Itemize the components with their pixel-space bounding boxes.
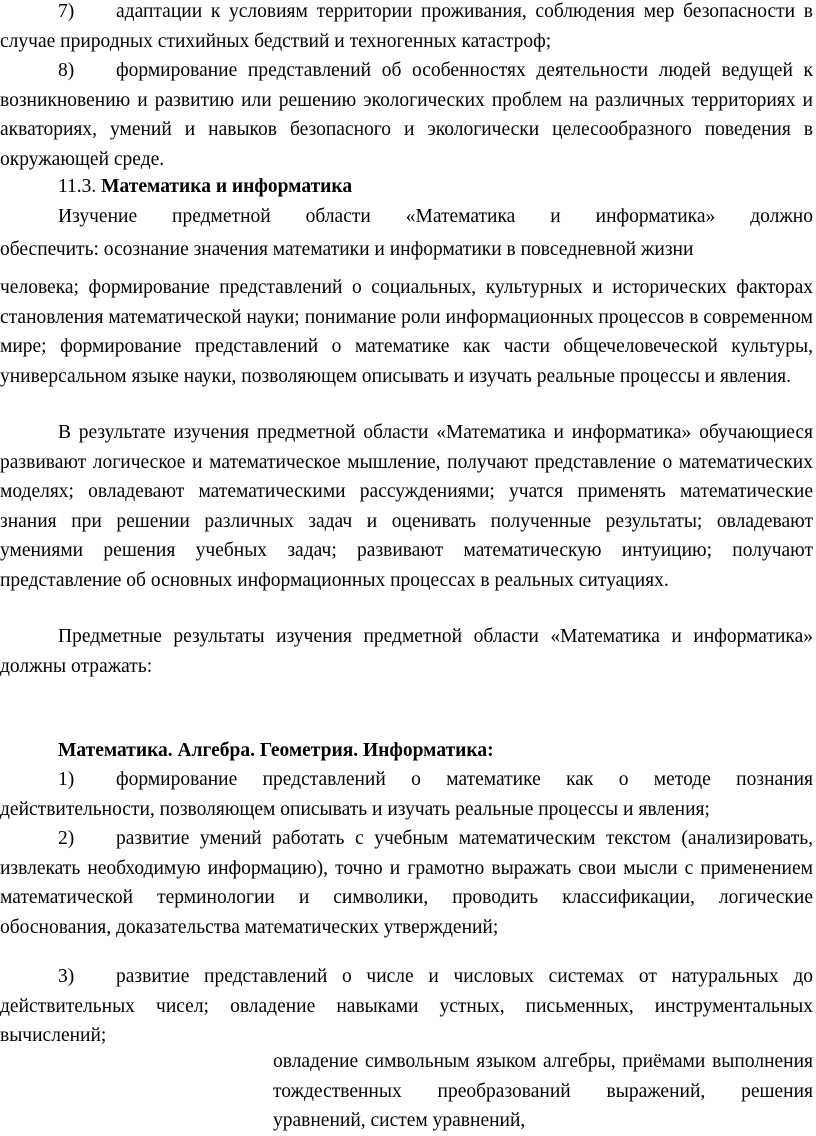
list-item-number: 1)	[58, 769, 75, 790]
continuation-block: овладение символьным языком алгебры, приёмами выполнения тождественных преобразований выражений, решения уравнений, систем уравнений,	[273, 1051, 813, 1131]
paragraph-intro-line1: Изучение предметной области «Математика и информатика» должно	[58, 206, 813, 227]
list-item-text: формирование представлений о математике как о методе познания действительности, позволяющем описывать и изучать реальные процессы и явления;	[0, 769, 813, 820]
list-item-number: 3)	[58, 966, 75, 987]
list-item-text: развитие представлений о числе и числовых системах от натуральных до действительных чисел; овладение навыками устных, письменных, инструментальных вычислений;	[0, 966, 813, 1046]
section-title: Математика и информатика	[101, 176, 353, 197]
section-heading	[0, 172, 813, 202]
list-item-3	[0, 962, 813, 1051]
list-item-number: 7)	[58, 1, 75, 22]
list-item-1	[0, 765, 813, 824]
paragraph-results: В результате изучения предметной области «Математика и информатика» обучающиеся развивают логическое и математическое мышление, получают представление о математических моделях; овладевают математическими рассуждениями; учатся применять математические знания при решении различных задач и оценивать полученные результаты; овладевают умениями решения учебных задач; развивают математическую интуицию; получают представление об основных информационных процессах в реальных ситуациях.	[0, 422, 813, 591]
section-number: 11.3.	[58, 176, 97, 197]
list-item-text: адаптации к условиям территории проживания, соблюдения мер безопасности в случае природных стихийных бедствий и техногенных катастроф;	[0, 1, 813, 52]
list-item-7	[0, 0, 813, 56]
list-item-2	[0, 824, 813, 942]
paragraph-intro-line2: обеспечить: осознание значения математики и информатики в повседневной жизни	[0, 239, 694, 260]
list-item-number: 2)	[58, 828, 75, 849]
list-item-number: 8)	[58, 60, 75, 81]
list-item-text: формирование представлений об особенностях деятельности людей ведущей к возникновению и развитию или решению экологических проблем на различных территориях и акваториях, умений и навыков безопасного и экологически целесообразного поведения в окружающей среде.	[0, 60, 813, 170]
subheading: Математика. Алгебра. Геометрия. Информатика:	[58, 740, 494, 761]
paragraph-intro-rest: человека; формирование представлений о социальных, культурных и исторических факторах становления математической науки; понимание роли информационных процессов в современном мире; формирование представлений о математике как части общечеловеческой культуры, универсальном языке науки, позволяющем описывать и изучать реальные процессы и явления.	[0, 277, 813, 387]
list-item-text: развитие умений работать с учебным математическим текстом (анализировать, извлекать необходимую информацию), точно и грамотно выражать свои мысли с применением математической терминологии и символики, проводить классификации, логические обоснования, доказательства математических утверждений;	[0, 828, 813, 938]
paragraph-subject-results: Предметные результаты изучения предметной области «Математика и информатика» должны отражать:	[0, 626, 813, 677]
list-item-8	[0, 56, 813, 174]
